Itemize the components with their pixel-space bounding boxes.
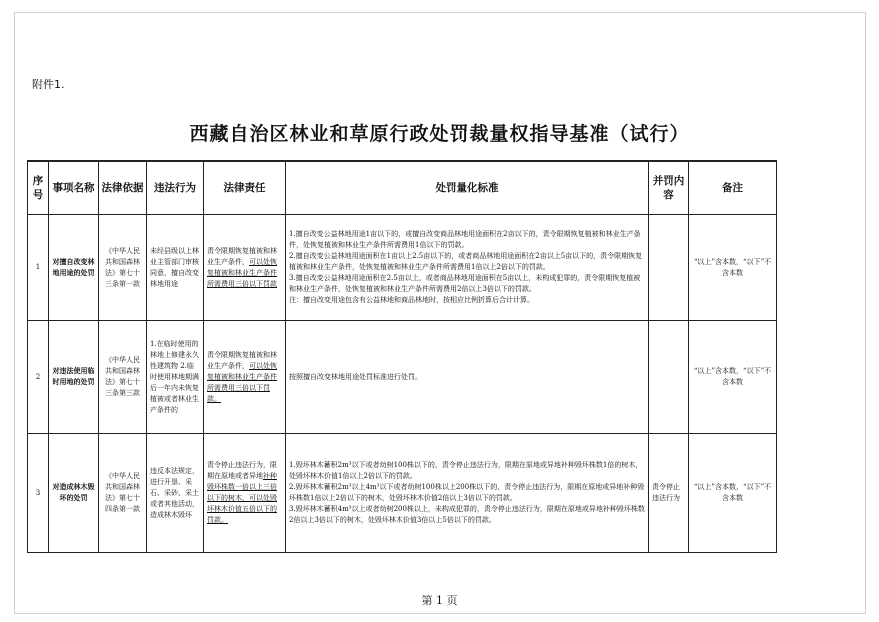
row-seq: 2 <box>28 321 49 434</box>
responsibility-text: 责令限期恢复植被和林业生产条件， <box>207 350 277 370</box>
row-basis: 《中华人民共和国森林法》第七十三条第三款 <box>99 321 147 434</box>
header-seq: 序号 <box>28 161 49 215</box>
header-combined: 并罚内容 <box>649 161 689 215</box>
row-seq: 3 <box>28 434 49 553</box>
header-responsibility: 法律责任 <box>204 161 286 215</box>
header-standard: 处罚量化标准 <box>286 161 649 215</box>
row-item: 对擅自改变林地用途的处罚 <box>49 215 99 321</box>
row-standard <box>286 215 649 321</box>
standard-line: 按照擅自改变林地用途处罚标准进行处罚。 <box>289 372 422 381</box>
standard-line: 1.擅自改变公益林地用途1亩以下的，或擅自改变商品林地用途面积在2亩以下的，责令限期恢复植被和林业生产条件，处恢复植被和林业生产条件所需费用1倍以下的罚款。 <box>289 230 641 249</box>
responsibility-underlined-text: 可以处恢复植被和林业生产条件所需费用三倍以下罚款。 <box>207 361 277 403</box>
row-combined <box>649 215 689 321</box>
header-basis: 法律依据 <box>99 161 147 215</box>
penalty-table <box>27 160 777 553</box>
responsibility-underlined-text: 可以处恢复植被和林业生产条件所需费用三倍以下罚款 <box>207 257 277 288</box>
standard-line: 3.擅自改变公益林地用途面积在2.5亩以上，或者商品林地用途面积在5亩以上，未构成犯罪的，责令限期恢复植被和林业生产条件，处恢复植被和林业生产条件所需费用2倍以上3倍以下的罚款。 <box>289 274 641 293</box>
standard-line: 3.毁坏林木蓄积4m³以上或者幼树200株以上，未构成犯罪的，责令停止违法行为，限期在原地或异地补种毁坏株数2倍以上3倍以下的树木，处毁坏林木价值3倍以上5倍以下的罚款。 <box>289 505 645 524</box>
row-item: 对造成林木毁坏的处罚 <box>49 434 99 553</box>
row-basis: 《中华人民共和国森林法》第七十四条第一款 <box>99 434 147 553</box>
row-note: “以上”含本数，“以下”不含本数 <box>689 434 777 553</box>
row-standard <box>286 321 649 434</box>
row-combined: 责令停止违法行为 <box>649 434 689 553</box>
row-combined <box>649 321 689 434</box>
annex-label: 附件1. <box>32 78 65 91</box>
table-row <box>28 321 777 434</box>
row-note: “以上”含本数，“以下”不含本数 <box>689 321 777 434</box>
row-responsibility <box>204 215 286 321</box>
row-behavior: 违反本法规定，进行开垦、采石、采砂、采土或者其他活动，造成林木毁坏 <box>147 434 204 553</box>
row-item: 对违法使用临时用地的处罚 <box>49 321 99 434</box>
header-item: 事项名称 <box>49 161 99 215</box>
page-number: 第 1 页 <box>421 594 458 607</box>
table-row <box>28 434 777 553</box>
row-basis: 《中华人民共和国森林法》第七十三条第一款 <box>99 215 147 321</box>
standard-note: 注：擅自改变用途包含有公益林地和商品林地时，按相应比例折算后合计计算。 <box>289 296 534 304</box>
row-responsibility <box>204 434 286 553</box>
row-behavior: 未经县级以上林业主管部门审核同意，擅自改变林地用途 <box>147 215 204 321</box>
row-behavior: 1.在临时使用的林地上修建永久性建筑物 2.临时使用林地期满后一年内未恢复植被或者林业生产条件的 <box>147 321 204 434</box>
standard-line: 1.毁坏林木蓄积2m³以下或者幼树100株以下的，责令停止违法行为，限期在原地或异地补种毁坏株数1倍的树木，处毁坏林木价值1倍以上2倍以下的罚款。 <box>289 461 643 480</box>
standard-line: 2.毁坏林木蓄积2m³以上4m³以下或者幼树100株以上200株以下的，责令停止违法行为，限期在原地或异地补种毁坏株数1倍以上2倍以下的树木，处毁坏林木价值2倍以上3倍以下的罚款。 <box>289 483 645 502</box>
responsibility-text: 责令停止违法行为，限期在原地或者异地 <box>207 461 277 480</box>
standard-line: 2.擅自改变公益林地用途面积在1亩以上2.5亩以下的，或者商品林地用途面积在2亩以上5亩以下的，责令限期恢复植被和林业生产条件，处恢复植被和林业生产条件所需费用1倍以上2倍以下的罚款。 <box>289 252 643 271</box>
row-standard <box>286 434 649 553</box>
row-responsibility <box>204 321 286 434</box>
row-seq: 1 <box>28 215 49 321</box>
table-header-row <box>28 161 777 215</box>
header-behavior: 违法行为 <box>147 161 204 215</box>
table-row <box>28 215 777 321</box>
header-note: 备注 <box>689 161 777 215</box>
responsibility-underlined-text: 补种毁坏株数一倍以上三倍以下的树木，可以处毁坏林木价值五倍以下的罚款。 <box>207 472 277 524</box>
row-note: “以上”含本数，“以下”不含本数 <box>689 215 777 321</box>
document-title: 西藏自治区林业和草原行政处罚裁量权指导基准（试行） <box>189 123 690 145</box>
responsibility-text: 责令限期恢复植被和林业生产条件， <box>207 246 277 266</box>
